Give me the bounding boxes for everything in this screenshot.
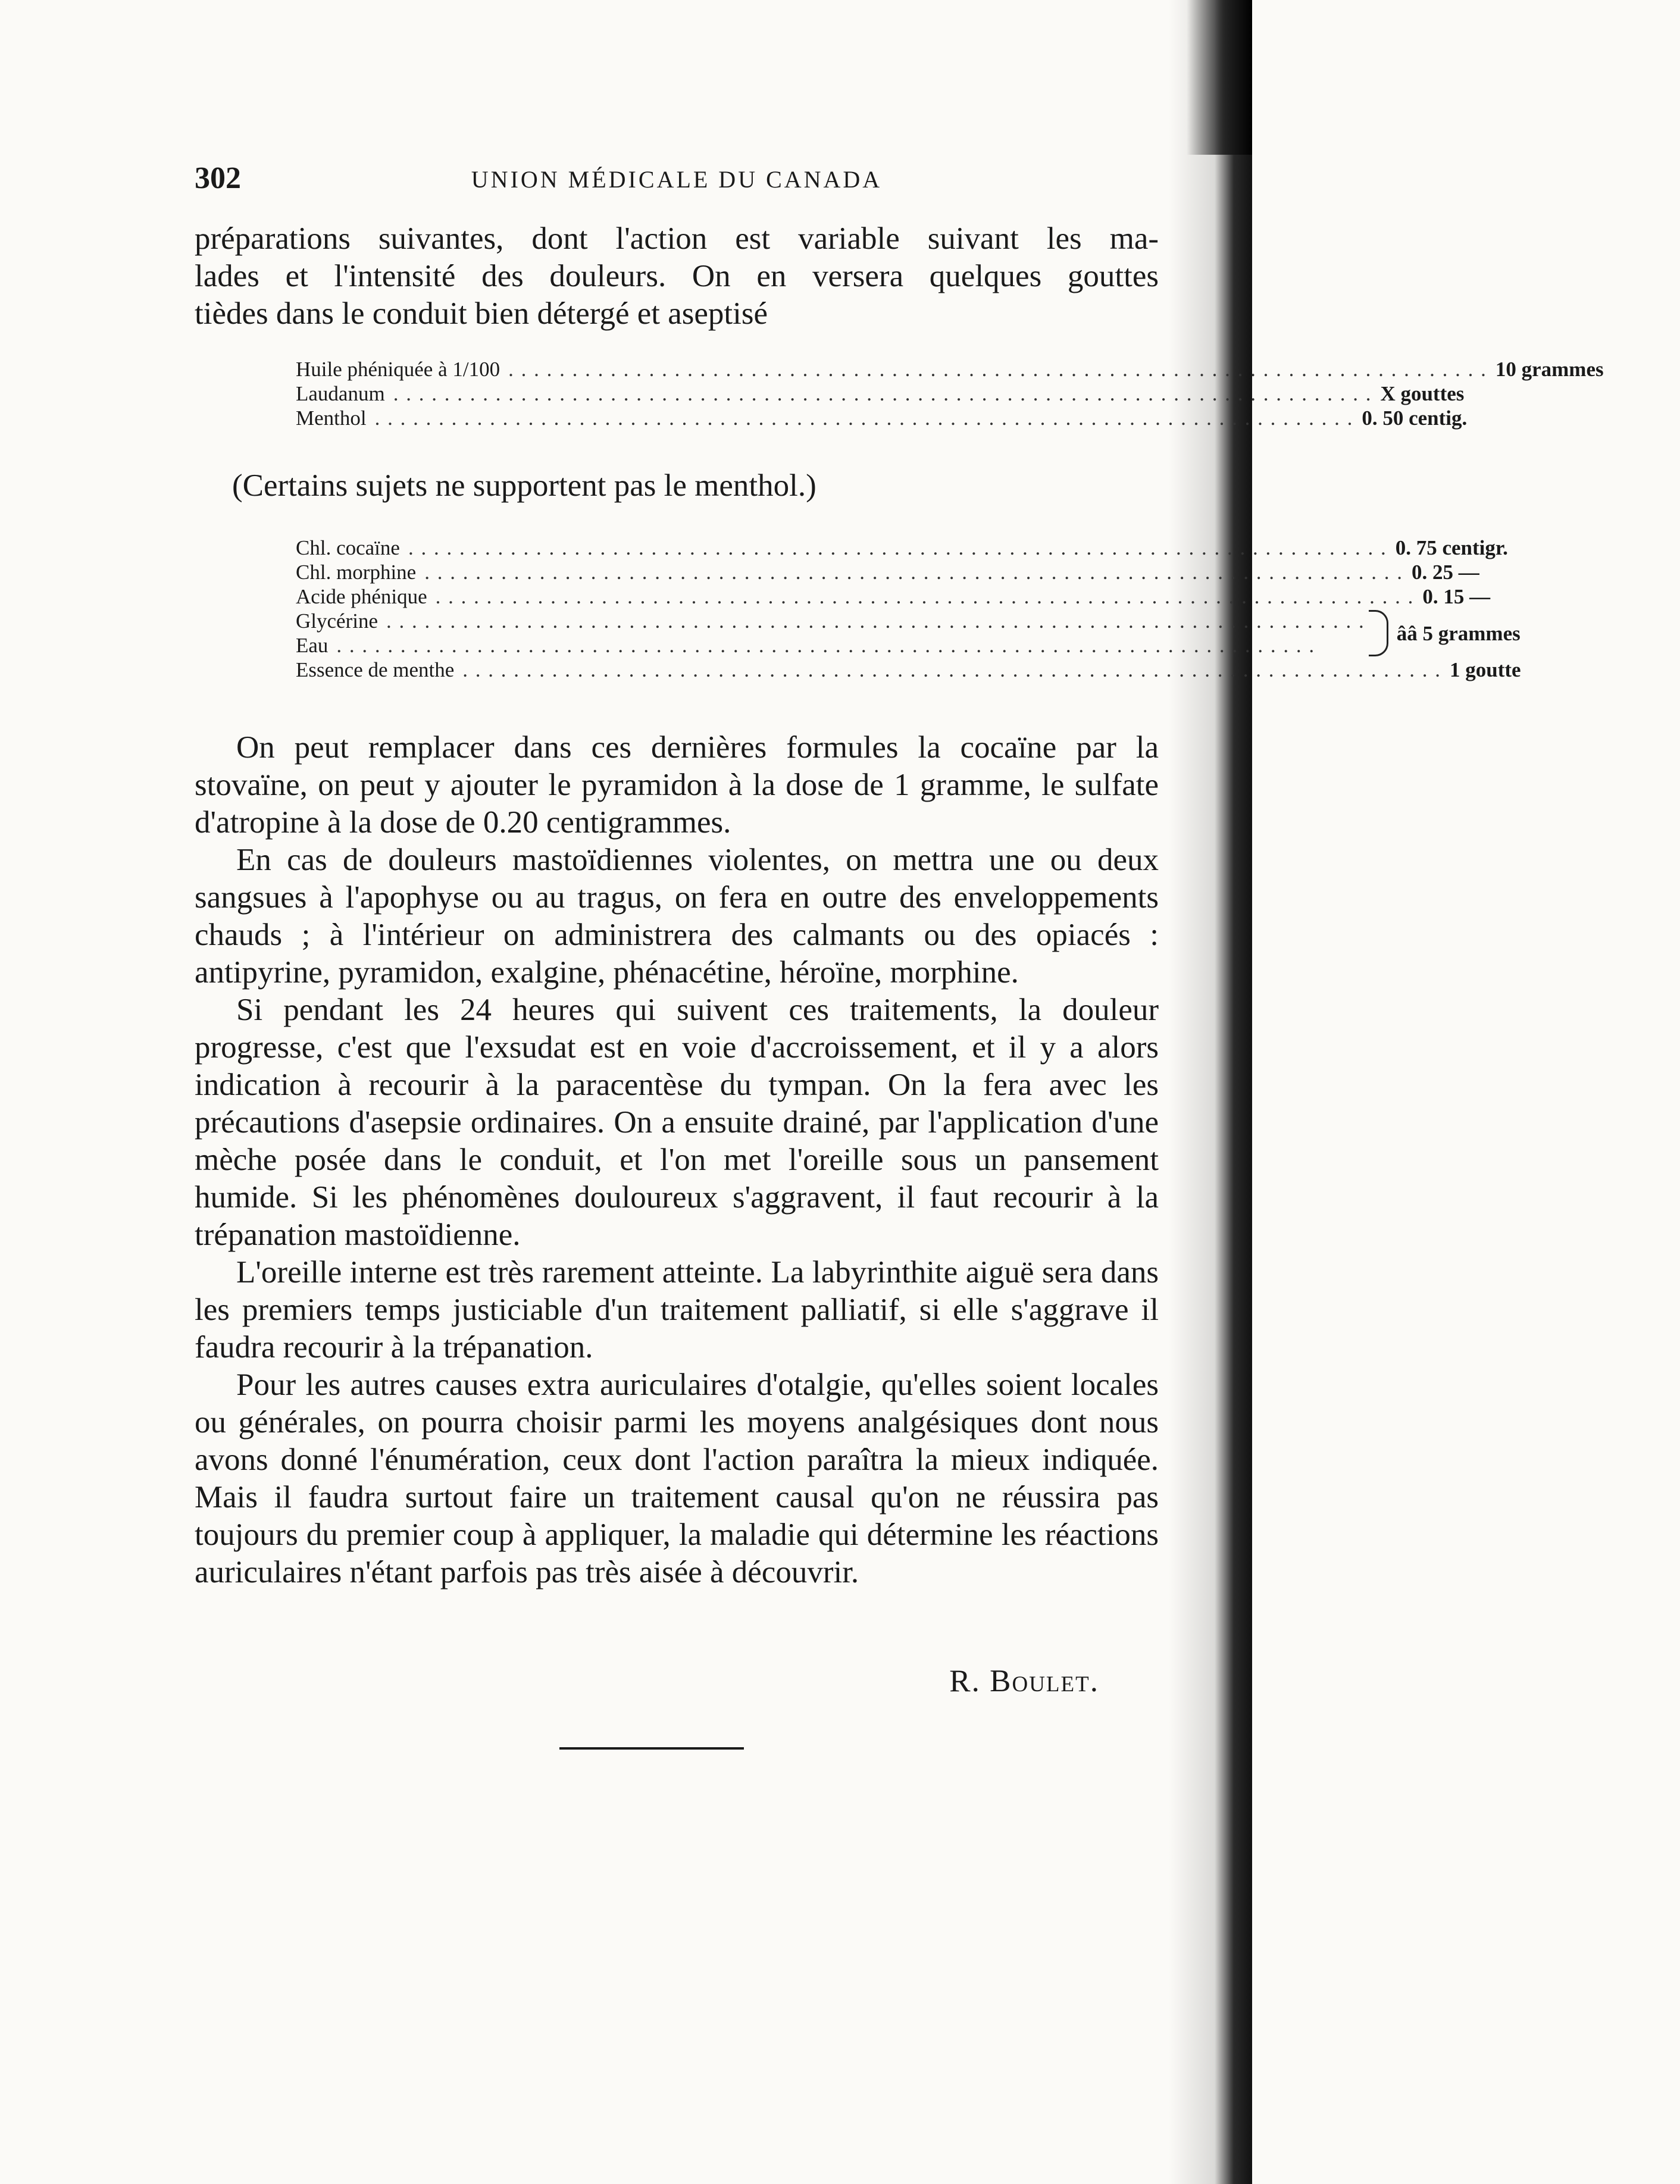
dot-leader bbox=[462, 658, 1441, 682]
ingredient-name: Menthol bbox=[296, 406, 367, 430]
running-title: UNION MÉDICALE DU CANADA bbox=[471, 166, 883, 193]
ingredient-dose: 0. 15 — bbox=[1422, 585, 1491, 608]
ingredient-name: Chl. cocaïne bbox=[296, 536, 400, 559]
paragraph: En cas de douleurs mastoïdiennes violentes, on mettra une ou deux sangsues à l'apophyse ou au tragus, on fera en outre des enveloppements chauds ; à l'intérieur on administrera des calmants ou des opiacés : antipyrine, pyramidon, exalgine, phénacétine, héroïne, morphine. bbox=[195, 843, 1159, 990]
ingredient-dose: 0. 50 centig. bbox=[1362, 406, 1468, 430]
grouped-names bbox=[296, 609, 1365, 658]
prescription-row bbox=[296, 536, 1508, 560]
ingredient-name: Huile phéniquée à 1/100 bbox=[296, 358, 500, 381]
page-number: 302 bbox=[195, 161, 241, 195]
prescription-2 bbox=[296, 536, 1521, 682]
ingredient-dose: 0. 25 — bbox=[1411, 561, 1479, 584]
menthol-note: (Certains sujets ne supportent pas le menthol.) bbox=[232, 468, 816, 503]
intro-line: tièdes dans le conduit bien détergé et aseptisé bbox=[195, 296, 768, 331]
intro-line: préparations suivantes, dont l'action est variable suivant les ma- bbox=[195, 221, 1159, 256]
end-rule bbox=[559, 1747, 744, 1750]
paragraph: On peut remplacer dans ces dernières formules la cocaïne par la stovaïne, on peut y ajouter le pyramidon à la dose de 1 gramme, le sulfate d'atropine à la dose de 0.20 centigrammes. bbox=[195, 730, 1159, 840]
scan-edge-top-shadow bbox=[1187, 0, 1252, 155]
brace-icon bbox=[1369, 610, 1388, 656]
ingredient-dose: ââ 5 grammes bbox=[1396, 621, 1521, 645]
dot-leader bbox=[436, 584, 1415, 609]
dot-leader bbox=[336, 633, 1365, 658]
author-initial: R. bbox=[949, 1664, 981, 1698]
paragraph: L'oreille interne est très rarement atteinte. La labyrinthite aiguë sera dans les premiers temps justiciable d'un traitement palliatif, si elle s'aggrave il faudra recourir à la trépanation. bbox=[195, 1255, 1159, 1365]
ingredient-dose: X gouttes bbox=[1380, 382, 1465, 405]
prescription-row bbox=[296, 609, 1365, 633]
ingredient-name: Laudanum bbox=[296, 382, 385, 405]
paragraph: Si pendant les 24 heures qui suivent ces traitements, la douleur progresse, c'est que l'exsudat est en voie d'accroissement, et il y a alors indication à recourir à la paracentèse du tympan. On la fera avec les précautions d'asepsie ordinaires. On a ensuite drainé, par l'application d'une mèche posée dans le conduit, et l'on met l'oreille sous un pansement humide. Si les phénomènes douloureux s'aggravent, il faut recourir à la trépanation mastoïdienne. bbox=[195, 993, 1159, 1252]
prescription-row bbox=[296, 658, 1521, 682]
prescription-row bbox=[296, 381, 1465, 406]
paragraph: Pour les autres causes extra auriculaires d'otalgie, qu'elles soient locales ou générales, on pourra choisir parmi les moyens analgésiques dont nous avons donné l'énumération, ceux dont l'action paraîtra la mieux indiquée. Mais il faudra surtout faire un traitement causal qu'on ne réussira pas toujours du premier coup à appliquer, la maladie qui détermine les réactions auriculaires n'étant parfois pas très aisée à découvrir. bbox=[195, 1368, 1159, 1589]
body-text bbox=[195, 729, 1159, 1591]
page-header bbox=[195, 161, 1159, 196]
intro-text bbox=[195, 220, 1159, 333]
dot-leader bbox=[375, 406, 1354, 430]
prescription-row bbox=[296, 560, 1479, 584]
ingredient-name: Chl. morphine bbox=[296, 561, 417, 584]
prescription-1 bbox=[296, 357, 1604, 430]
dot-leader bbox=[393, 381, 1372, 406]
scan-edge-shadow bbox=[1169, 0, 1252, 2184]
prescription-row bbox=[296, 357, 1604, 381]
ingredient-name: Essence de menthe bbox=[296, 658, 455, 681]
ingredient-dose: 1 goutte bbox=[1450, 658, 1521, 681]
dot-leader bbox=[424, 560, 1403, 584]
author-surname: Boulet. bbox=[990, 1664, 1099, 1698]
ingredient-dose: 0. 75 centigr. bbox=[1395, 536, 1508, 559]
dot-leader bbox=[408, 536, 1387, 560]
prescription-row bbox=[296, 633, 1365, 658]
author-signature bbox=[949, 1663, 1099, 1699]
prescription-row bbox=[296, 584, 1491, 609]
dot-leader bbox=[386, 609, 1365, 633]
dot-leader bbox=[508, 357, 1487, 381]
ingredient-dose: 10 grammes bbox=[1495, 358, 1604, 381]
ingredient-name: Glycérine bbox=[296, 609, 378, 633]
grouped-ingredients bbox=[296, 609, 1521, 658]
prescription-row bbox=[296, 406, 1468, 430]
ingredient-name: Eau bbox=[296, 634, 329, 657]
ingredient-name: Acide phénique bbox=[296, 585, 427, 608]
intro-line: lades et l'intensité des douleurs. On en versera quelques gouttes bbox=[195, 259, 1159, 293]
